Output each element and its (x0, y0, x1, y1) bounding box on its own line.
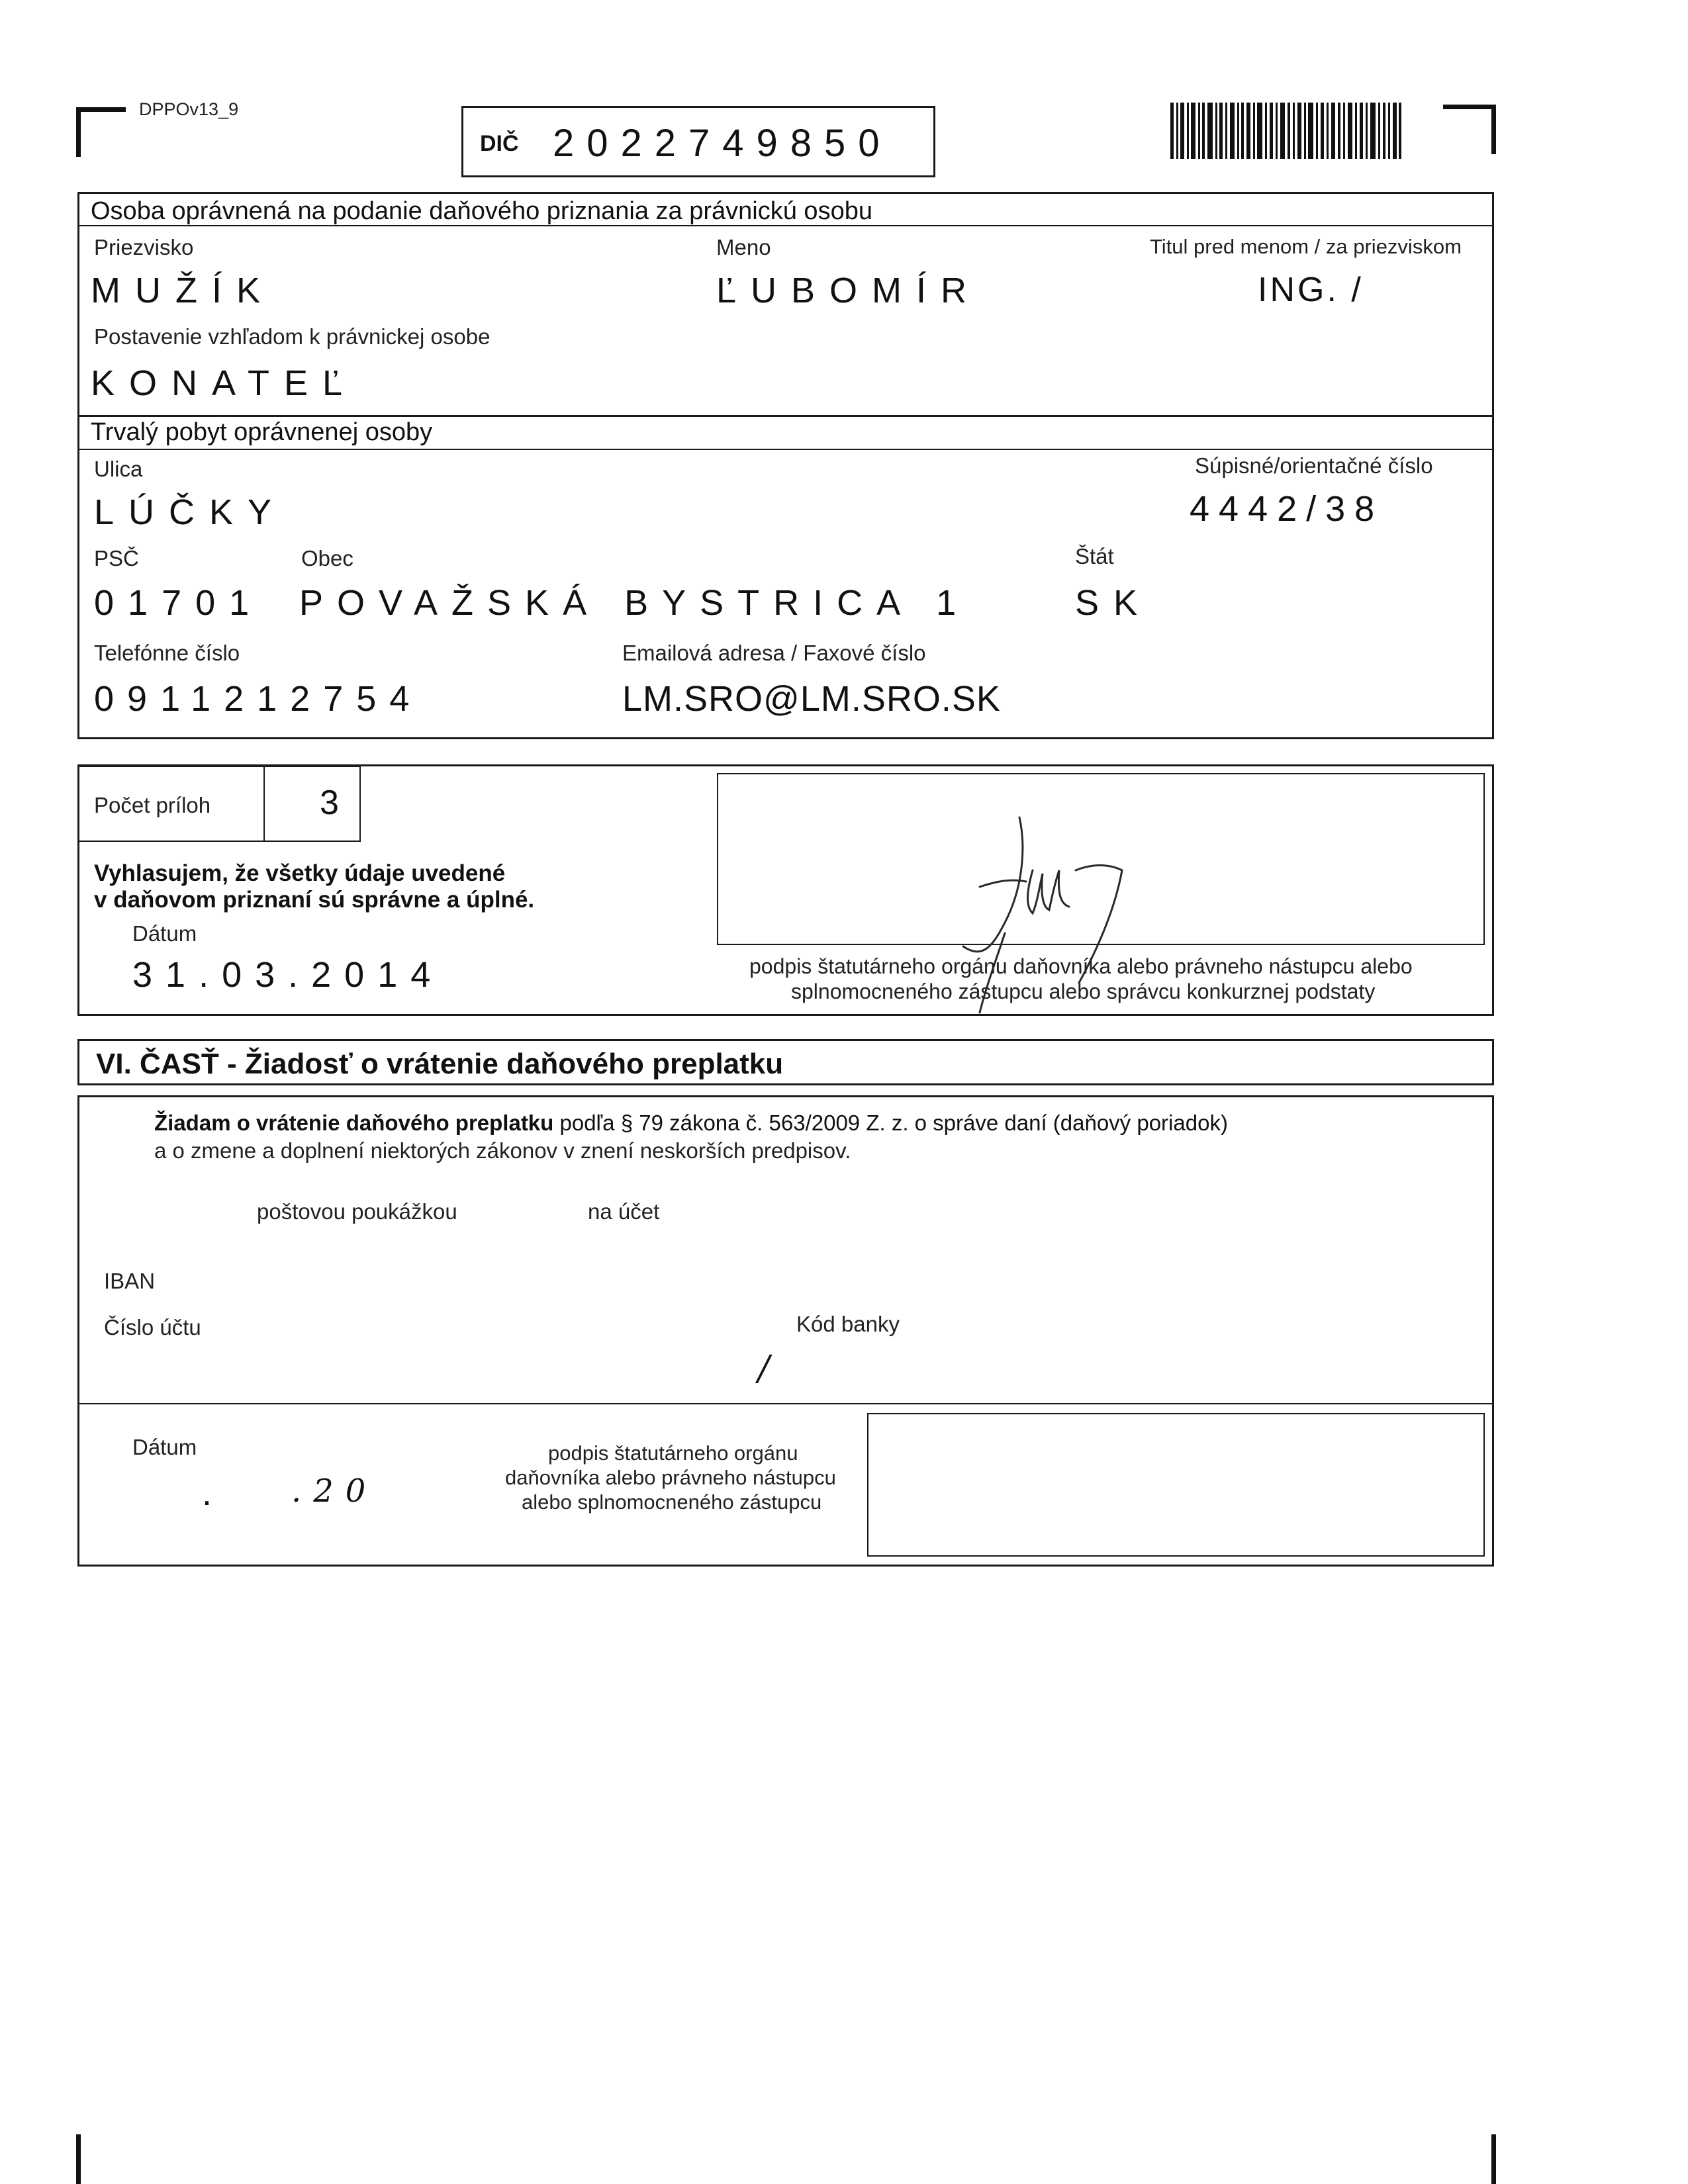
corner-mark-top-right-h (1443, 105, 1496, 109)
corner-mark-top-left-h (76, 107, 126, 112)
name-label: Meno (716, 235, 771, 259)
title-value: ING. / (1258, 271, 1364, 309)
state-value: SK (1075, 583, 1152, 623)
city-value: POVAŽSKÁ BYSTRICA 1 (299, 583, 970, 623)
signature-caption-line2: splnomocneného zástupcu alebo správcu konkurznej podstaty (791, 979, 1376, 1003)
attachments-divider (263, 766, 265, 842)
attachments-label: Počet príloh (94, 793, 211, 817)
title-label: Titul pred menom / za priezviskom (1150, 235, 1462, 258)
form-code: DPPOv13_9 (139, 99, 239, 119)
bank-code-label: Kód banky (796, 1312, 900, 1336)
state-label: Štát (1075, 544, 1114, 569)
refund-signature-caption-line1: podpis štatutárneho orgánu (548, 1441, 798, 1465)
refund-date-label: Dátum (132, 1435, 197, 1459)
surname-value: MUŽÍK (91, 271, 275, 310)
divider (77, 1403, 1494, 1404)
city-label: Obec (301, 546, 353, 570)
corner-mark-top-right-v (1491, 105, 1496, 154)
attachments-value: 3 (320, 784, 339, 822)
refund-signature-box (867, 1413, 1485, 1557)
refund-signature-caption-line2: daňovníka alebo právneho nástupcu (505, 1466, 836, 1489)
name-value: ĽUBOMÍR (716, 271, 982, 310)
dic-label: DIČ (480, 131, 519, 156)
refund-request-line2: a o zmene a doplnení niektorých zákonov v znení neskorších predpisov. (154, 1138, 851, 1163)
street-label: Ulica (94, 457, 143, 481)
email-label: Emailová adresa / Faxové číslo (622, 641, 926, 665)
email-value: LM.SRO@LM.SRO.SK (622, 679, 1001, 719)
surname-label: Priezvisko (94, 235, 194, 259)
corner-mark-bottom-right (1491, 2134, 1496, 2184)
position-value: KONATEĽ (91, 363, 357, 403)
part6-title: VI. ČASŤ - Žiadosť o vrátenie daňového preplatku (96, 1048, 784, 1080)
dic-box (461, 106, 935, 177)
corner-mark-bottom-left (76, 2134, 81, 2184)
number-label: Súpisné/orientačné číslo (1195, 453, 1433, 478)
refund-request-line1 (154, 1111, 1228, 1136)
statement-line2: v daňovom priznaní sú správne a úplné. (94, 887, 535, 913)
phone-value: 0911212754 (94, 679, 423, 719)
option-bank-account[interactable]: na účet (588, 1199, 660, 1224)
refund-date-year-prefix: .20 (291, 1473, 378, 1510)
barcode (1170, 103, 1402, 159)
street-value: LÚČKY (94, 492, 287, 532)
account-number-label: Číslo účtu (104, 1315, 201, 1340)
corner-mark-top-left-v (76, 107, 81, 157)
divider (77, 415, 1494, 417)
iban-label: IBAN (104, 1269, 156, 1293)
statement-line1: Vyhlasujem, že všetky údaje uvedené (94, 860, 506, 886)
refund-date-dot: . (202, 1473, 212, 1513)
declaration-date-value: 31.03.2014 (132, 955, 444, 995)
divider (77, 225, 1494, 226)
handwritten-signature (927, 807, 1192, 1039)
dic-value: 2022749850 (553, 122, 892, 165)
divider (77, 449, 1494, 450)
number-value: 4442/38 (1190, 489, 1384, 529)
psc-value: 01701 (94, 583, 263, 623)
option-postal-order[interactable]: poštovou poukážkou (257, 1199, 457, 1224)
signature-caption-line1: podpis štatutárneho orgánu daňovníka alebo právneho nástupcu alebo (749, 954, 1413, 978)
refund-request-bold: Žiadam o vrátenie daňového preplatku (154, 1111, 554, 1135)
refund-signature-caption-line3: alebo splnomocneného zástupcu (522, 1490, 822, 1514)
authorized-person-title: Osoba oprávnená na podanie daňového priznania za právnickú osobu (91, 197, 872, 225)
declaration-date-label: Dátum (132, 921, 197, 946)
psc-label: PSČ (94, 546, 139, 570)
residence-title: Trvalý pobyt oprávnenej osoby (91, 418, 433, 446)
position-label: Postavenie vzhľadom k právnickej osobe (94, 324, 491, 349)
account-separator: / (758, 1349, 770, 1388)
refund-request-rest: podľa § 79 zákona č. 563/2009 Z. z. o správe daní (daňový poriadok) (553, 1111, 1228, 1135)
phone-label: Telefónne číslo (94, 641, 240, 665)
